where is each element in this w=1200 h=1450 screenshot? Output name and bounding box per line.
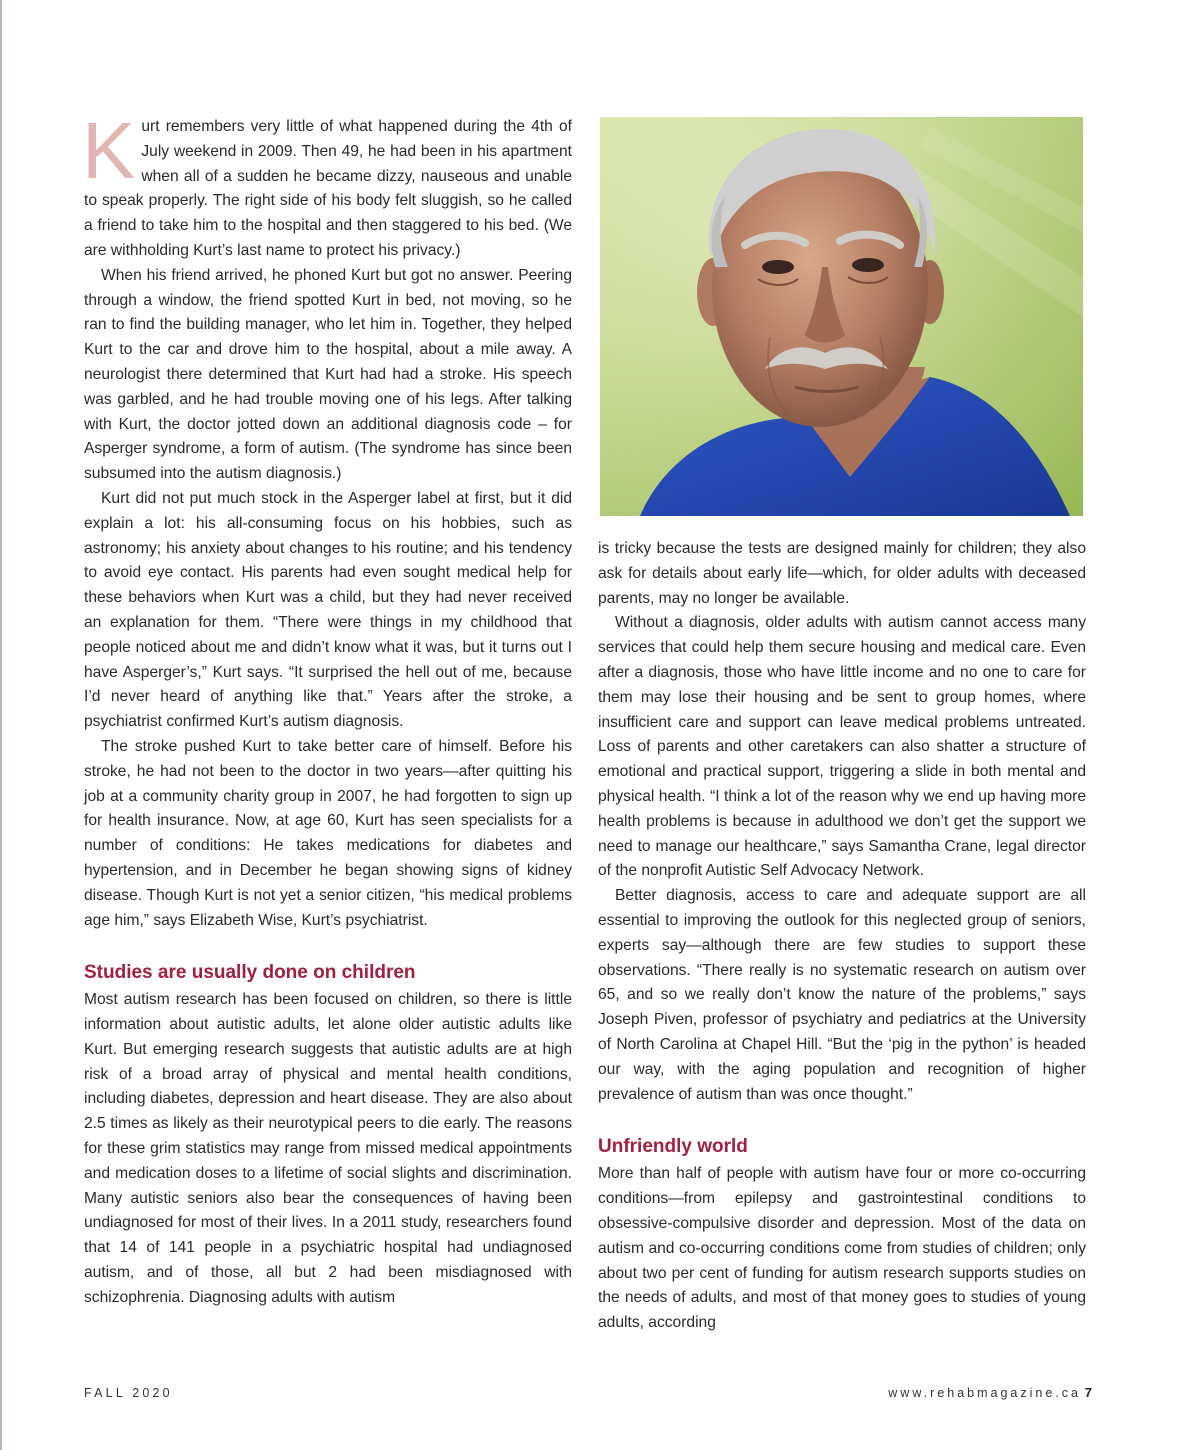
body-paragraph: More than half of people with autism have four or more co-occurring conditions—from epilepsy and gastrointestinal conditions to obsessive-compulsive disorder and depression. Most of the data on autism and co-occurring conditions come from studies of children; only about two per cent of funding for autism research supports studies on the needs of adults, and most of that money goes to studies of young adults, according <box>598 1165 1086 1332</box>
body-paragraph: Better diagnosis, access to care and adequate support are all essential to improving the outlook for this neglected group of seniors, experts say—although there are few studies to support these observations. “There really is no systematic research on autism over 65, and so we really don’t know the nature of the problems,” says Joseph Piven, professor of psychiatry and pediatrics at the University of North Carolina at Chapel Hill. “But the ‘pig in the python’ is headed our way, with the aging population and recognition of higher prevalence of autism than was once thought.” <box>598 887 1086 1103</box>
body-paragraph: The stroke pushed Kurt to take better care of himself. Before his stroke, he had not been to the doctor in two years—after quitting his job at a community charity group in 2007, he had forgotten to sign up for health insurance. Now, at age 60, Kurt has seen specialists for a number of conditions: He takes medications for diabetes and hypertension, and in December he began showing signs of kidney disease. Though Kurt is not yet a senior citizen, “his medical problems age him,” says Elizabeth Wise, Kurt’s psychiatrist. <box>84 737 572 929</box>
opening-paragraph-text: urt remembers very little of what happened during the 4th of July weekend in 2009. Then 49, he had been in his apartment when all of a sudden he became dizzy, nauseous and unable to speak properly. The right side of his body felt sluggish, so he called a friend to take him to the hospital and then staggered to his bed. (We are withholding Kurt’s last name to protect his privacy.) <box>84 118 572 259</box>
article-column-left <box>82 106 572 1311</box>
body-paragraph: is tricky because the tests are designed mainly for children; they also ask for details about early life—which, for older adults with deceased parents, may no longer be available. <box>598 540 1086 607</box>
body-paragraph: Most autism research has been focused on children, so there is little information about autistic adults, let alone older autistic adults like Kurt. But emerging research suggests that autistic adults are at high risk of a broad array of physical and mental health conditions, including diabetes, depression and heart disease. They are also about 2.5 times as likely as their neurotypical peers to die early. The reasons for these grim statistics may range from missed medical appointments and medication doses to a lifetime of social slights and discrimination. Many autistic seniors also bear the consequences of having been undiagnosed for most of their lives. In a 2011 study, researchers found that 14 of 141 people in a psychiatric hospital had undiagnosed autism, and of those, all but 2 had been misdiagnosed with schizophrenia. Diagnosing adults with autism <box>84 991 572 1306</box>
body-paragraph: When his friend arrived, he phoned Kurt but got no answer. Peering through a window, the friend spotted Kurt in bed, not moving, so he ran to find the building manager, who let him in. Together, they helped Kurt to the car and drove him to the hospital, about a mile away. A neurologist there determined that Kurt had had a stroke. His speech was garbled, and he had trouble moving one of his legs. After talking with Kurt, the doctor jotted down an additional diagnosis code – for Asperger syndrome, a form of autism. (The syndrome has since been subsumed into the autism diagnosis.) <box>84 266 572 483</box>
page-number: 7 <box>1084 1385 1092 1400</box>
portrait-photo <box>600 117 1083 516</box>
body-paragraph: Without a diagnosis, older adults with autism cannot access many services that could help them secure housing and medical care. Even after a diagnosis, those who have little income and no one to care for them may lose their housing and be sent to group homes, where insufficient care and support can leave medical problems untreated. Loss of parents and other caretakers can also shatter a structure of emotional and practical support, triggering a slide in both mental and physical health. “I think a lot of the reason why we end up having more health problems is because in adulthood we don’t get the support we need to manage our healthcare,” says Samantha Crane, legal director of the nonprofit Autistic Self Advocacy Network. <box>598 614 1086 880</box>
body-paragraph: Kurt did not put much stock in the Asperger label at first, but it did explain a lot: his all-consuming focus on his hobbies, such as astronomy; his anxiety about changes to his routine; and his tendency to avoid eye contact. His parents had even sought medical help for these behaviors when Kurt was a child, but they had never received an explanation for them. “There were things in my childhood that people noticed about me and didn’t know what it was, but it turns out I have Asperger’s,” Kurt says. “It surprised the hell out of me, because I’d never heard of anything like that.” Years after the stroke, a psychiatrist confirmed Kurt’s autism diagnosis. <box>84 489 572 731</box>
page-edge <box>0 0 2 1450</box>
footer-website: www.rehabmagazine.ca <box>888 1386 1081 1400</box>
section-heading: Unfriendly world <box>598 1136 748 1158</box>
drop-cap: K <box>82 106 136 195</box>
footer-issue: FALL 2020 <box>84 1386 173 1400</box>
section-heading: Studies are usually done on children <box>84 962 416 984</box>
opening-paragraph <box>82 106 572 264</box>
article-column-right <box>598 537 1086 1336</box>
portrait-illustration <box>600 117 1083 516</box>
